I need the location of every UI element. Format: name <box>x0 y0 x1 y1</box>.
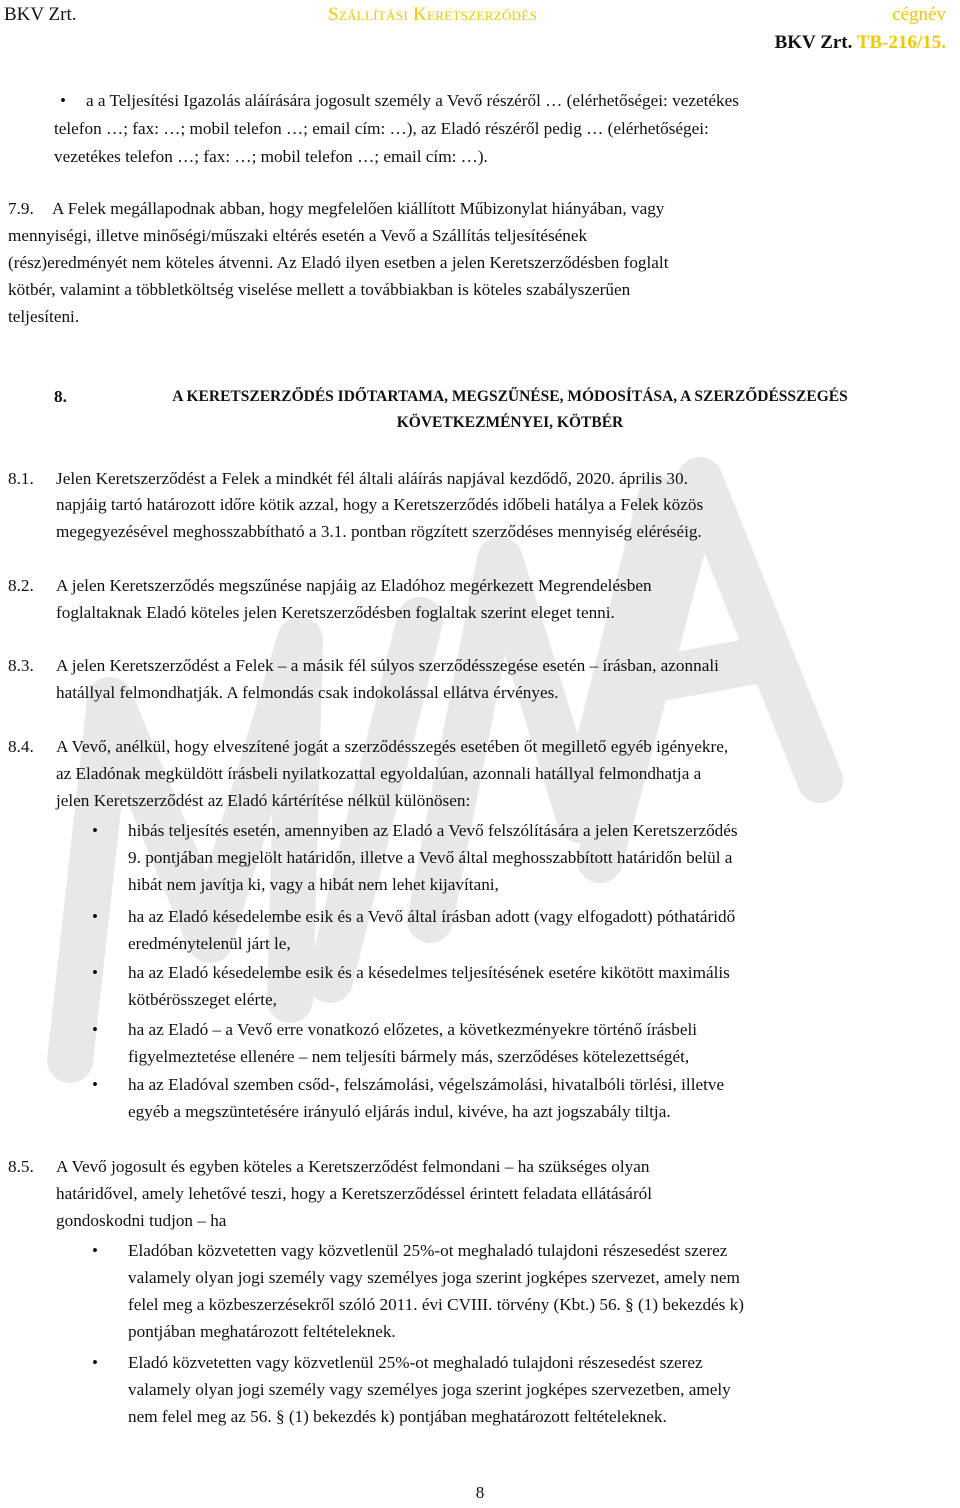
section-heading: A KERETSZERZŐDÉS IDŐTARTAMA, MEGSZŰNÉSE, MÓDOSÍTÁSA, A SZERZŐDÉSSZEGÉS <box>172 388 848 405</box>
header-field: cégnév <box>892 4 946 25</box>
paragraph-line: A jelen Keretszerződést a Felek – a másik fél súlyos szerződésszegése esetén – írásban, azonnali <box>56 656 719 675</box>
paragraph-line: A Felek megállapodnak abban, hogy megfelelően kiállított Műbizonylat hiányában, vagy <box>52 199 665 218</box>
header-doc-title: Szállítási Keretszerződés <box>328 4 538 25</box>
list-item-line: ha az Eladó késedelembe esik és a Vevő által írásban adott (vagy elfogadott) póthatáridő <box>128 907 736 926</box>
page-number: 8 <box>475 1483 485 1502</box>
list-item-line: Eladóban közvetetten vagy közvetlenül 25%-ot meghaladó tulajdoni részesedést szerez <box>128 1241 728 1260</box>
paragraph-line: mennyiségi, illetve minőségi/műszaki eltérés esetén a Vevő a Szállítás teljesítésének <box>8 226 588 245</box>
paragraph-line: teljesíteni. <box>8 307 80 326</box>
paragraph-line: Jelen Keretszerződést a Felek a mindkét fél általi aláírás napjával kezdődő, 2020. április 30. <box>56 469 688 488</box>
top-bullet-line3: vezetékes telefon …; fax: …; mobil telefon …; email cím: …). <box>54 147 488 166</box>
header-contract-ref <box>775 32 946 54</box>
list-item-line: felel meg a közbeszerzésekről szóló 2011. évi CVIII. törvény (Kbt.) 56. § (1) bekezdés k) <box>128 1295 744 1314</box>
list-item-line: valamely olyan jogi személy vagy személyes joga szerint jogképes szervezetben, amely <box>128 1380 731 1399</box>
paragraph-line: hatállyal felmondhatják. A felmondás csak indokolással ellátva érvényes. <box>56 683 559 702</box>
top-bullet-line2: telefon …; fax: …; mobil telefon …; email cím: …), az Eladó részéről pedig … (elérhetőségei: <box>54 119 709 138</box>
section-heading: KÖVETKEZMÉNYEI, KÖTBÉR <box>396 414 624 431</box>
header-company: BKV Zrt. <box>4 4 77 25</box>
bullet-marker: • <box>60 91 66 110</box>
list-bullet: • <box>92 907 98 926</box>
list-bullet: • <box>92 1020 98 1039</box>
section-number: 8.1. <box>8 469 34 488</box>
paragraph-line: A jelen Keretszerződés megszűnése napjáig az Eladóhoz megérkezett Megrendelésben <box>56 576 652 595</box>
paragraph-line: napjáig tartó határozott időre kötik azzal, hogy a Keretszerződés időbeli hatálya a Felek közös <box>56 495 704 514</box>
list-bullet: • <box>92 1075 98 1094</box>
list-item-line: kötbérösszeget elérte, <box>128 990 277 1009</box>
section-number: 8.2. <box>8 576 34 595</box>
list-item-line: valamely olyan jogi személy vagy személyes joga szerint jogképes szervezet, amely nem <box>128 1268 740 1287</box>
list-item-line: ha az Eladó – a Vevő erre vonatkozó előzetes, a következményekre történő írásbeli <box>128 1020 698 1039</box>
list-item-line: figyelmeztetése ellenére – nem teljesíti bármely más, szerződéses kötelezettségét, <box>128 1047 690 1066</box>
list-item-line: hibát nem javítja ki, vagy a hibát nem lehet kijavítani, <box>128 875 499 894</box>
list-item-line: Eladó közvetetten vagy közvetlenül 25%-ot meghaladó tulajdoni részesedést szerez <box>128 1353 703 1372</box>
list-bullet: • <box>92 1353 98 1372</box>
section-number: 8.3. <box>8 656 34 675</box>
list-item-line: egyéb a megszüntetésére irányuló eljárás indul, kivéve, ha azt jogszabály tiltja. <box>128 1102 671 1121</box>
top-bullet-line1: a a Teljesítési Igazolás aláírására jogosult személy a Vevő részéről … (elérhetőségei: vezetékes <box>86 91 739 110</box>
section-number: 8.4. <box>8 737 34 756</box>
paragraph-line: gondoskodni tudjon – ha <box>56 1211 227 1230</box>
list-item-line: hibás teljesítés esetén, amennyiben az Eladó a Vevő felszólítására a jelen Keretszerződés <box>128 821 738 840</box>
list-item-line: ha az Eladóval szemben csőd-, felszámolási, végelszámolási, hivatalbóli törlési, illetve <box>128 1075 725 1094</box>
header-company-bold: BKV Zrt. <box>774 32 853 53</box>
paragraph-line: A Vevő, anélkül, hogy elveszítené jogát a szerződésszegés esetében őt megillető egyéb igényekre, <box>56 737 729 756</box>
list-item-line: pontjában meghatározott feltételeknek. <box>128 1322 396 1341</box>
list-item-line: ha az Eladó késedelembe esik és a késedelmes teljesítésének esetére kikötött maximális <box>128 963 730 982</box>
contract-id: TB-216/15. <box>856 32 946 53</box>
paragraph-line: A Vevő jogosult és egyben köteles a Keretszerződést felmondani – ha szükséges olyan <box>56 1157 650 1176</box>
section-number: 7.9. <box>8 199 34 218</box>
paragraph-line: határidővel, amely lehetővé teszi, hogy a Keretszerződéssel érintett feladata ellátásáról <box>56 1184 653 1203</box>
list-bullet: • <box>92 821 98 840</box>
paragraph-line: kötbér, valamint a többletköltség viselése mellett a továbbiakban is köteles szabályszerűen <box>8 280 631 299</box>
section-number: 8. <box>54 387 67 406</box>
list-bullet: • <box>92 963 98 982</box>
paragraph-line: az Eladónak megküldött írásbeli nyilatkozattal egyoldalúan, azonnali hatállyal felmondhatja a <box>56 764 702 783</box>
list-item-line: 9. pontjában megjelölt határidőn, illetve a Vevő által meghosszabbított határidőn belül a <box>128 848 733 867</box>
list-item-line: nem felel meg az 56. § (1) bekezdés k) pontjában meghatározott feltételeknek. <box>128 1407 667 1426</box>
section-number: 8.5. <box>8 1157 34 1176</box>
paragraph-line: (rész)eredményét nem köteles átvenni. Az Eladó ilyen esetben a jelen Keretszerződésben foglalt <box>8 253 669 272</box>
paragraph-line: foglaltaknak Eladó köteles jelen Keretszerződésben foglaltak szerint eleget tenni. <box>56 603 615 622</box>
paragraph-line: jelen Keretszerződést az Eladó kártérítése nélkül különösen: <box>56 791 471 810</box>
paragraph-line: megegyezésével meghosszabbítható a 3.1. pontban rögzített szerződéses mennyiség eléréséig. <box>56 522 702 541</box>
list-item-line: eredménytelenül járt le, <box>128 934 291 953</box>
list-bullet: • <box>92 1241 98 1260</box>
